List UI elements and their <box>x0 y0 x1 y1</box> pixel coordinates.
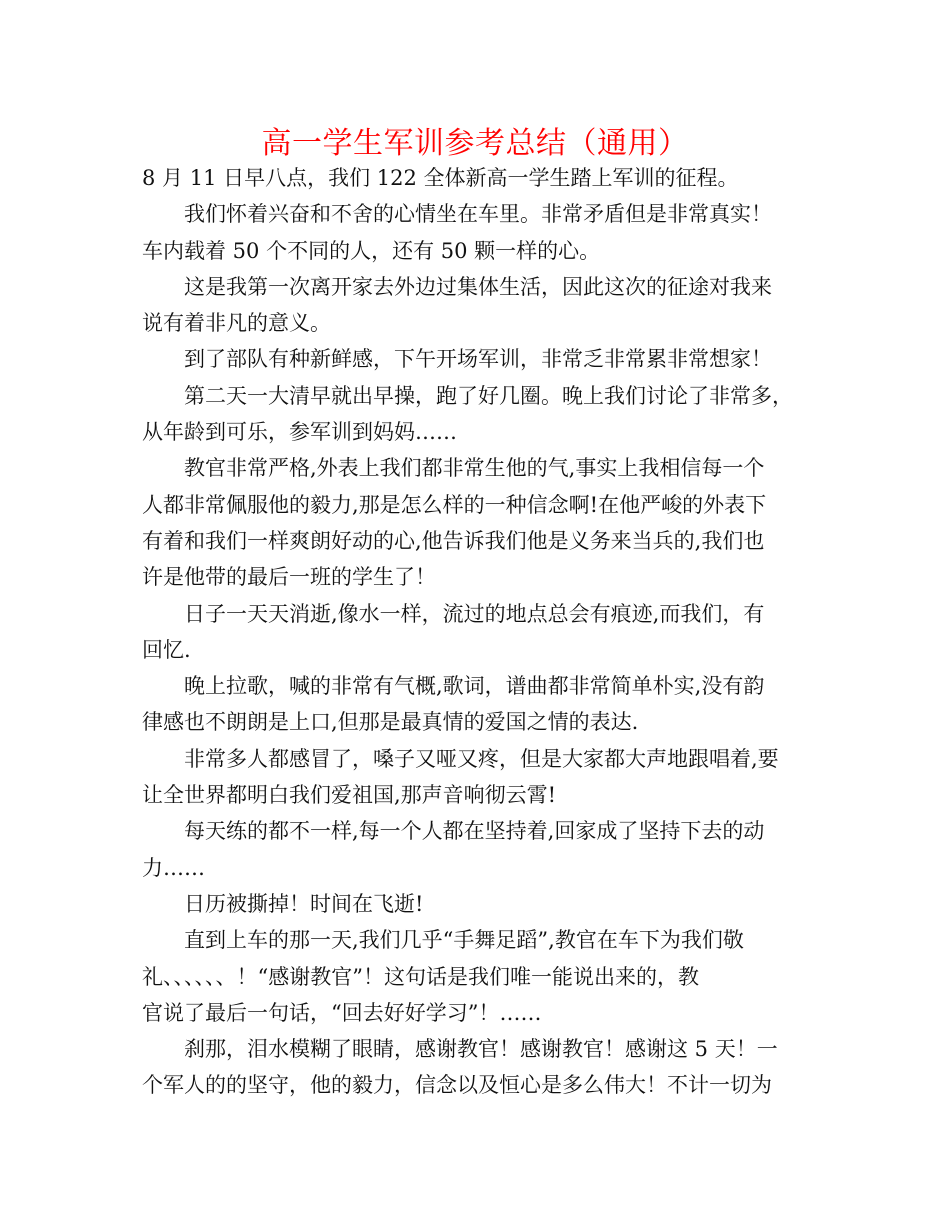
document-body <box>142 160 822 1104</box>
paragraph-line: 礼、、、、、、！“感谢教官”！这句话是我们唯一能说出来的，教 <box>142 964 699 989</box>
paragraph-line: 到了部队有种新鲜感，下午开场军训，非常乏非常累非常想家！ <box>184 347 772 372</box>
paragraph-line: 让全世界都明白我们爱祖国,那声音响彻云霄! <box>142 783 557 808</box>
paragraph-line: 说有着非凡的意义。 <box>142 311 331 336</box>
paragraph-line: 从年龄到可乐，参军训到妈妈…… <box>142 420 457 445</box>
paragraph-line: 个军人的的坚守，他的毅力，信念以及恒心是多么伟大！不计一切为 <box>142 1073 772 1098</box>
paragraph-line: 许是他带的最后一班的学生了！ <box>142 565 436 590</box>
paragraph-line: 律感也不朗朗是上口,但那是最真情的爱国之情的表达. <box>142 710 639 735</box>
paragraph-line: 日历被撕掉！时间在飞逝! <box>184 891 424 916</box>
paragraph-line: 有着和我们一样爽朗好动的心,他告诉我们他是义务来当兵的,我们也 <box>142 528 765 553</box>
paragraph-line: 第二天一大清早就出早操，跑了好几圈。晚上我们讨论了非常多， <box>184 383 793 408</box>
paragraph-line: 这是我第一次离开家去外边过集体生活，因此这次的征途对我来 <box>184 274 772 299</box>
paragraph-line: 日子一天天消逝,像水一样，流过的地点总会有痕迹,而我们，有 <box>184 601 765 626</box>
paragraph-line: 人都非常佩服他的毅力,那是怎么样的一种信念啊!在他严峻的外表下 <box>142 492 767 517</box>
paragraph-line: 力…… <box>142 855 205 880</box>
paragraph-line: 刹那，泪水模糊了眼睛，感谢教官！感谢教官！感谢这 5 天！一 <box>184 1037 778 1062</box>
paragraph-line: 回忆. <box>142 637 191 662</box>
paragraph-line: 教官非常严格,外表上我们都非常生他的气,事实上我相信每一个 <box>184 456 765 481</box>
paragraph-line: 8 月 11 日早八点，我们 122 全体新高一学生踏上军训的征程。 <box>142 166 739 190</box>
paragraph-line: 非常多人都感冒了，嗓子又哑又疼，但是大家都大声地跟唱着,要 <box>184 746 779 771</box>
paragraph-line: 直到上车的那一天,我们几乎“手舞足蹈”,教官在车下为我们敬 <box>184 928 744 953</box>
paragraph-line: 晚上拉歌，喊的非常有气概,歌词，谱曲都非常简单朴实,没有韵 <box>184 674 765 699</box>
document-title: 高一学生军训参考总结（通用） <box>261 126 689 161</box>
paragraph-line: 每天练的都不一样,每一个人都在坚持着,回家成了坚持下去的动 <box>184 819 765 844</box>
paragraph-line: 我们怀着兴奋和不舍的心情坐在车里。非常矛盾但是非常真实！ <box>184 202 772 227</box>
paragraph-line: 车内载着 50 个不同的人，还有 50 颗一样的心。 <box>142 238 601 263</box>
paragraph-line: 官说了最后一句话，“回去好好学习”！…… <box>142 1000 542 1025</box>
